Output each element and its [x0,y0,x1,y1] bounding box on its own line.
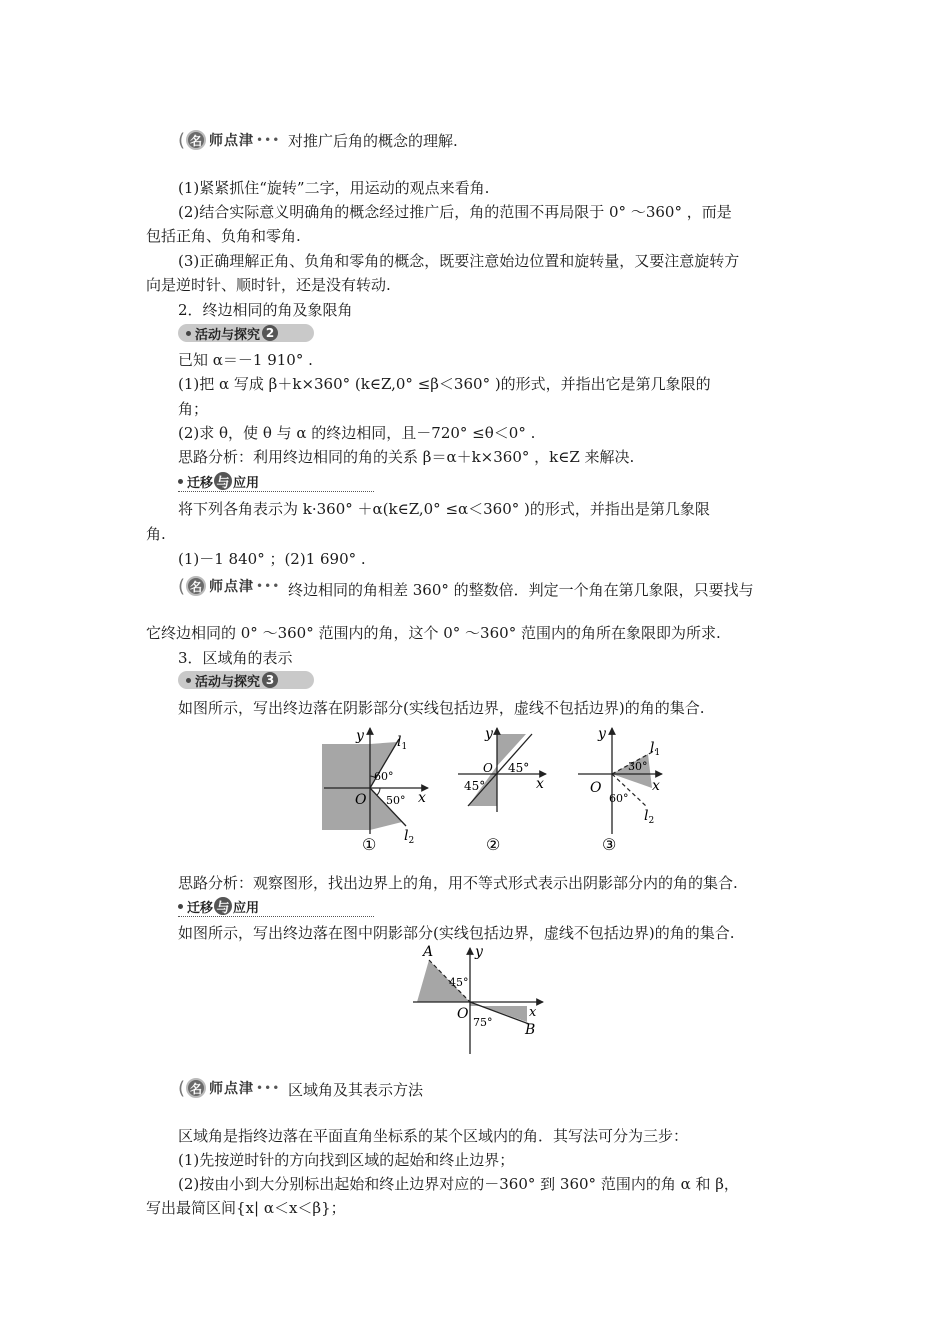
transfer-part-2: 与 [214,897,232,915]
transfer-badge-3 [178,897,374,915]
tip1-p3a: (3)正确理解正角、负角和零角的概念，既要注意始边位置和旋转量，又要注意旋转方 [178,252,740,270]
fig3-y-label: y [598,726,606,742]
fig1-angle-60: 60° [374,770,394,783]
fig3-x-label: x [652,778,660,794]
s3-l2: 思路分析：观察图形，找出边界上的角，用不等式形式表示出阴影部分内的角的集合. [178,874,738,892]
fig4-y-label: y [475,944,483,960]
s2-tip-b: 它终边相同的 0° ～360° 范围内的角，这个 0° ～360° 范围内的角所在象限即为所求. [146,624,721,642]
activity-number: 2 [262,325,278,341]
figure-row [300,722,680,854]
logo-swirl-icon: ( [178,575,186,597]
mingshi-logo [178,1078,280,1098]
fig4-angle-75: 75° [473,1016,493,1029]
s2-l2b: 角； [178,400,209,418]
fig3-angle-30: 30° [628,760,648,773]
s2-l2a: (1)把 α 写成 β＋k×360° (k∈Z,0° ≤β＜360° )的形式，并指出它是第几象限的 [178,375,711,393]
figure-3 [578,726,662,854]
activity-number: 3 [262,672,278,688]
activity-badge-2 [178,324,314,342]
bullet-icon [186,331,191,336]
figure-2 [458,726,546,854]
fig4-B: B [525,1022,536,1038]
tip1-p2b: 包括正角、负角和零角. [146,227,301,245]
mingshi-logo [178,130,280,150]
section2-heading: 2．终边相同的角及象限角 [178,301,353,319]
s3-l1: 如图所示，写出终边落在阴影部分(实线包括边界，虚线不包括边界)的角的集合. [178,699,705,717]
tip1-p3b: 向是逆时针、顺时针，还是没有转动. [146,276,391,294]
transfer-part-1: 迁移 [187,900,214,916]
s3-p3a: (2)按由小到大分别标出起始和终止边界对应的－360° 到 360° 范围内的角 α 和 β， [178,1175,739,1193]
fig1-origin: O [355,792,367,808]
fig1-l2: $l_2$ [404,828,415,846]
logo-badge: 名 [186,130,206,150]
figure-4 [405,942,555,1060]
s3-p3b: 写出最简区间{x| α＜x＜β}； [146,1199,346,1217]
logo-text: 师点津 [209,133,255,149]
s3-p1: 区域角是指终边落在平面直角坐标系的某个区域内的角．其写法可分为三步： [178,1127,689,1145]
fig2-y-label: y [485,726,493,742]
activity-label: 活动与探究 [195,327,261,343]
fig1-l1: $l_1$ [397,734,408,752]
dots-icon: ••• [256,133,281,147]
s2-l1: 已知 α＝－1 910° . [178,351,313,369]
fig3-origin: O [590,780,602,796]
fig1-x-label: x [418,790,426,806]
activity-label: 活动与探究 [195,674,261,690]
logo-text: 师点津 [209,1081,255,1097]
s2-l4: 思路分析：利用终边相同的角的关系 β＝α＋k×360° ，k∈Z 来解决. [178,448,635,466]
tip1-title: 对推广后角的概念的理解. [288,132,458,150]
dotted-rule [178,491,374,492]
fig2-origin: O [483,761,493,775]
transfer-part-1: 迁移 [187,475,214,491]
tip1-p2a: (2)结合实际意义明确角的概念经过推广后，角的范围不再局限于 0° ～360° ，而是 [178,203,732,221]
tip-header-3 [178,1078,280,1098]
fig1-y-label: y [356,728,364,744]
logo-swirl-icon: ( [178,1077,186,1099]
fig4-origin: O [457,1006,469,1022]
fig2-x-label: x [536,776,544,792]
transfer-part-3: 应用 [233,475,260,491]
fig2-number: ② [486,835,501,854]
fig3-l1: $l_1$ [650,740,661,758]
section3-heading: 3．区域角的表示 [178,649,293,667]
tip-header-2 [178,576,280,596]
fig3-number: ③ [602,835,617,854]
fig3-l2: $l_2$ [644,808,655,826]
fig2-angle-b: 45° [464,779,486,793]
logo-badge: 名 [186,1078,206,1098]
s3-t1: 如图所示，写出终边落在图中阴影部分(实线包括边界，虚线不包括边界)的角的集合. [178,924,735,942]
fig4-angle-45: 45° [449,976,469,989]
logo-text: 师点津 [209,579,255,595]
tip-header-1 [178,130,280,150]
transfer-badge-2 [178,472,374,490]
dots-icon: ••• [256,579,281,593]
s2-l3: (2)求 θ，使 θ 与 α 的终边相同，且－720° ≤θ＜0° . [178,424,536,442]
bullet-icon [178,904,183,909]
tip1-p1: (1)紧紧抓住“旋转”二字，用运动的观点来看角. [178,179,490,197]
s2-t1a: 将下列各角表示为 k·360° ＋α(k∈Z,0° ≤α＜360° )的形式，并指出是第几象限 [178,500,710,518]
logo-swirl-icon: ( [178,129,186,151]
fig1-angle-50: 50° [386,794,406,807]
transfer-part-3: 应用 [233,900,260,916]
dotted-rule [178,916,374,917]
transfer-part-2: 与 [214,472,232,490]
s2-tip-a: 终边相同的角相差 360° 的整数倍．判定一个角在第几象限，只要找与 [288,581,754,599]
s3-p2: (1)先按逆时针的方向找到区域的起始和终止边界； [178,1151,515,1169]
logo-badge: 名 [186,576,206,596]
figure-1 [322,728,428,854]
mingshi-logo [178,576,280,596]
fig2-angle-a: 45° [508,761,530,775]
bullet-icon [178,479,183,484]
fig1-number: ① [362,835,377,854]
bullet-icon [186,678,191,683]
activity-badge-3 [178,671,314,689]
dots-icon: ••• [256,1081,281,1095]
fig3-angle-60: 60° [609,792,629,805]
s2-t1b: 角. [146,525,166,543]
fig4-x-label: x [529,1005,537,1020]
fig4-A: A [423,944,434,960]
s3-tip-title: 区域角及其表示方法 [288,1081,424,1099]
s2-t2: (1)－1 840° ；(2)1 690° . [178,550,366,568]
